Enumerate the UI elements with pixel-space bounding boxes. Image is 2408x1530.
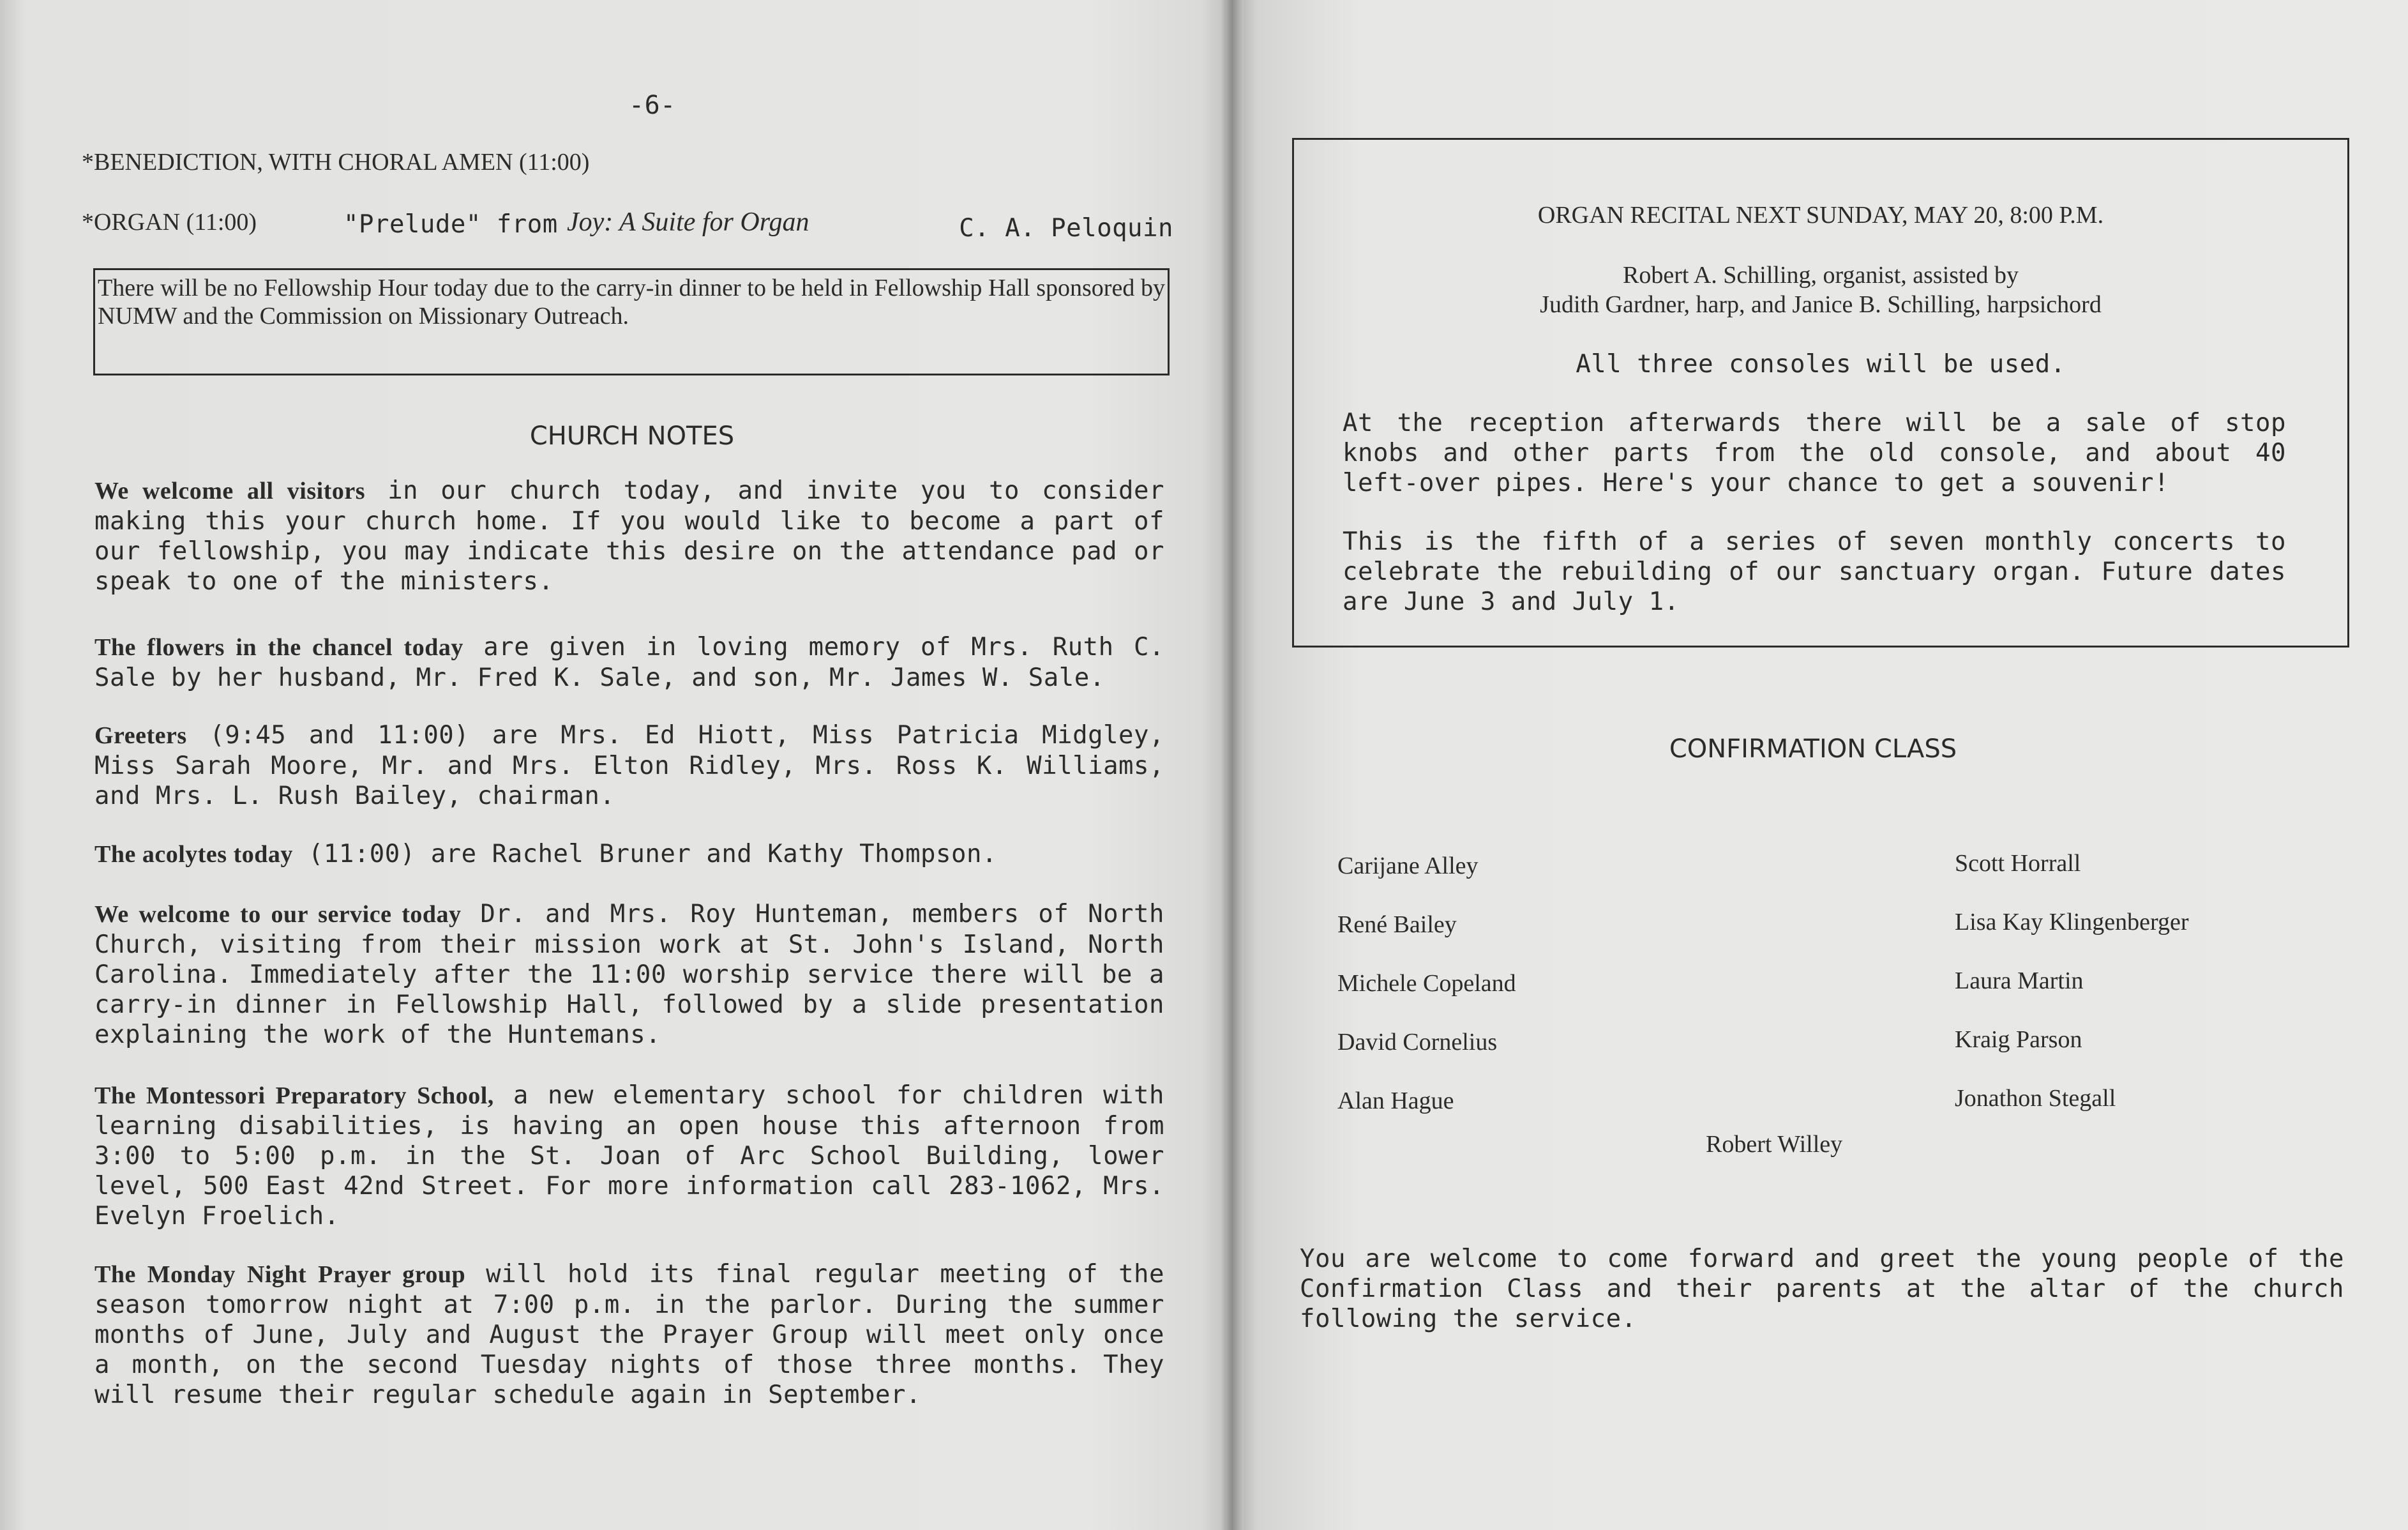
confirmands-right-column [1955,834,2189,1128]
note-lead: We welcome all visitors [94,478,365,504]
fellowship-notice-box [93,268,1170,375]
benediction-line: *BENEDICTION, WITH CHORAL AMEN (11:00) [82,149,590,176]
recital-series: This is the fifth of a series of seven monthly concerts to celebrate the rebuilding of our sanctuary organ. Future dates are June 3 and July 1. [1343,527,2286,616]
note-visitors-huntemans [94,899,1164,1050]
confirmand-name: David Cornelius [1337,1029,1498,1056]
confirmand-center: Robert Willey [1706,1131,1843,1158]
recital-reception: At the reception afterwards there will be a sale of stop knobs and other parts from the old console, and about 40 left-over pipes. Here's your chance to get a souvenir! [1343,409,2286,497]
confirmand-name: Michele Copeland [1337,970,1516,997]
note-flowers [94,632,1164,693]
organ-label: *ORGAN (11:00) [82,209,257,236]
confirmand-name: Jonathon Stegall [1955,1085,2116,1112]
fellowship-notice: There will be no Fellowship Hour today due to the carry-in dinner to be held in Fellowship Hall sponsored by NUMW and the Commission on Missionary Outreach. [98,275,1165,329]
organ-work: Joy: A Suite for Organ [567,208,809,237]
note-greeters [94,720,1164,811]
confirmands-left-column [1337,837,1516,1130]
confirmand-name: Laura Martin [1955,967,2084,994]
confirmation-heading: CONFIRMATION CLASS [1669,734,1957,764]
church-notes-heading: CHURCH NOTES [529,421,735,451]
confirmand-name: René Bailey [1337,911,1457,938]
confirmand-name: Carijane Alley [1337,852,1479,879]
note-lead: The Monday Night Prayer group [94,1261,466,1288]
recital-consoles: All three consoles will be used. [1576,350,2066,379]
page-number: -6- [629,91,676,120]
note-text: a new elementary school for children with learning disabilities, is having an open house this afternoon from 3:00 to 5:00 p.m. in the St. Joan of Arc School Building, lower level, 500 East 42nd Street. For more information call 283-1062, Mrs. Evelyn Froelich. [94,1081,1164,1231]
note-lead: The acolytes today [94,841,293,868]
note-text: (9:45 and 11:00) are Mrs. Ed Hiott, Miss Patricia Midgley, Miss Sarah Moore, Mr. and Mrs. Elton Ridley, Mrs. Ross K. Williams, and Mrs. L. Rush Bailey, chairman. [94,721,1164,810]
note-welcome [94,476,1164,596]
note-text: are given in loving memory of Mrs. Ruth C. Sale by her husband, Mr. Fred K. Sale, and son, Mr. James W. Sale. [94,633,1165,692]
binding-gutter [1221,0,1244,1530]
confirmand-name: Scott Horrall [1955,850,2081,877]
note-montessori [94,1080,1164,1231]
organ-composer: C. A. Peloquin [959,214,1173,243]
note-text: Dr. and Mrs. Roy Hunteman, members of North Church, visiting from their mission work at St. John's Island, North Carolina. Immediately after the 11:00 worship service there will be a carry-in dinner in Fellowship Hall, followed by a slide presentation explaining the work of the Huntemans. [94,900,1164,1049]
confirmation-closing: You are welcome to come forward and greet the young people of the Confirmation Class and their parents at the altar of the church following the service. [1300,1245,2344,1333]
recital-performers-1: Robert A. Schilling, organist, assisted by [1623,262,2019,289]
confirmand-name: Alan Hague [1337,1087,1454,1114]
note-text: (11:00) are Rachel Bruner and Kathy Thompson. [292,840,997,868]
recital-title: ORGAN RECITAL NEXT SUNDAY, MAY 20, 8:00 P.M. [1537,202,2104,229]
note-acolytes [94,839,1164,870]
organ-line [82,204,1173,243]
recital-box [1292,138,2349,648]
note-prayer-group [94,1259,1164,1410]
note-text: will hold its final regular meeting of the season tomorrow night at 7:00 p.m. in the parlor. During the summer months of June, July and August the Prayer Group will meet only once a month, on the second Tuesday nights of those three months. They will resume their regular schedule again in September. [94,1260,1165,1409]
confirmand-name: Lisa Kay Klingenberger [1955,909,2189,935]
note-lead: The flowers in the chancel today [94,634,463,661]
note-lead: Greeters [94,722,187,749]
recital-performers-2: Judith Gardner, harp, and Janice B. Schilling, harpsichord [1540,291,2102,318]
note-lead: We welcome to our service today [94,901,462,928]
note-lead: The Montessori Preparatory School, [94,1082,494,1109]
note-text: in our church today, and invite you to consider making this your church home. If you would like to become a part of our fellowship, you may indicate this desire on the attendance pad or speak to one of the ministers. [94,476,1164,596]
organ-piece: "Prelude" from [343,210,558,239]
confirmand-name: Kraig Parson [1955,1026,2082,1053]
